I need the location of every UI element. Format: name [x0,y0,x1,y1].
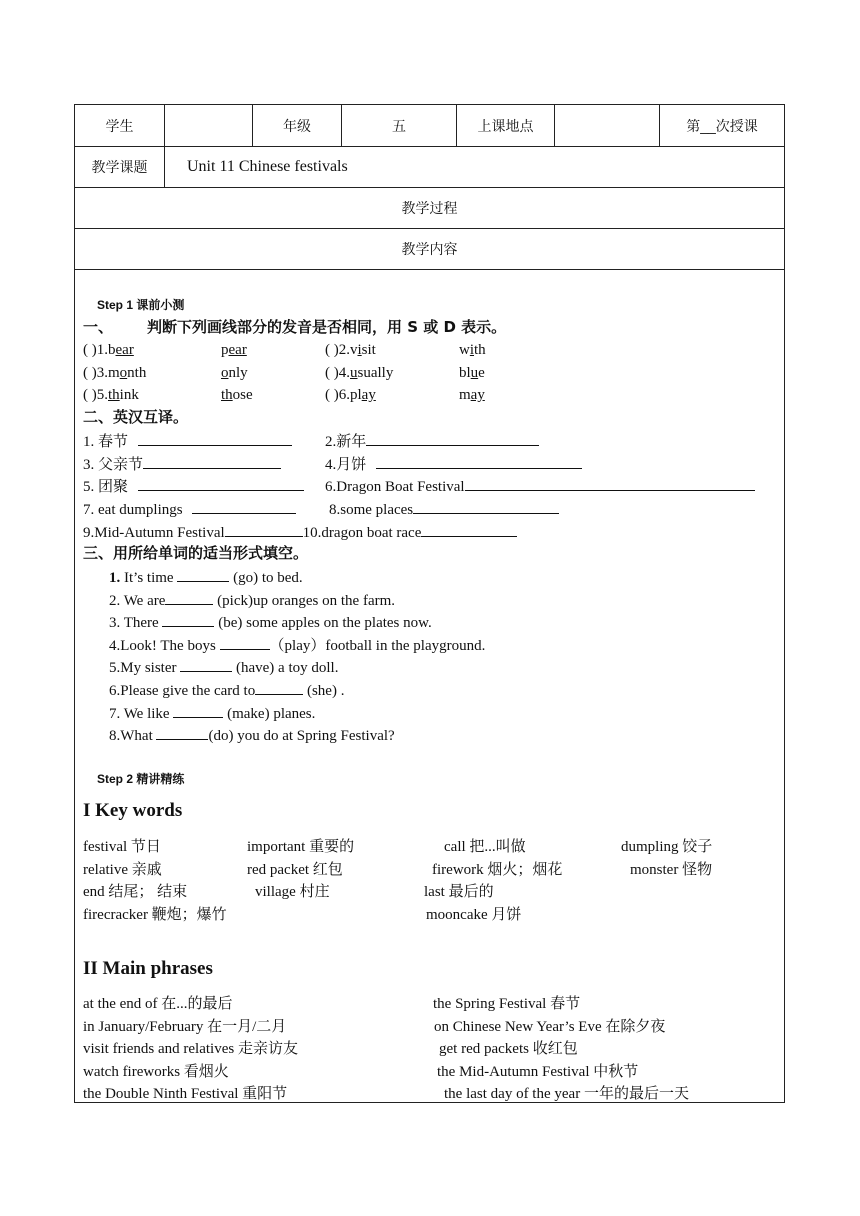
word-one [108,365,146,381]
item-paren[interactable]: ( )6. [325,387,350,403]
item-text-after: (make) planes. [223,705,316,722]
item-text-after: （play）football in the playground. [269,637,486,654]
word-part: sit [361,342,376,358]
pronunciation-compare-word [221,364,248,382]
underlined-part: i [357,342,362,358]
word-part: th [474,342,486,358]
pronunciation-compare-word [221,386,253,404]
pronunciation-item [83,341,134,359]
part2-item-5: 5. 团聚 [83,476,304,496]
word-part: pl [350,387,362,403]
key-word: village 村庄 [255,884,330,901]
location-value[interactable] [555,105,660,146]
item-text-after: (go) to bed. [229,570,303,586]
topic-label: 教学课题 [75,147,165,187]
fill-blank-item [109,590,395,610]
pronunciation-item [325,341,376,359]
item-number: 7. [109,705,121,722]
key-word: firecracker 鞭炮；爆竹 [83,907,227,924]
phrase: the Mid-Autumn Festival 中秋节 [437,1063,639,1080]
phrase: get red packets 收红包 [439,1041,578,1058]
underlined-part: u [350,365,358,381]
underlined-part: i [469,342,475,358]
key-word: relative 亲戚 [83,861,162,878]
header-row [75,105,784,147]
word-part: sually [357,365,394,381]
word-one [350,387,376,403]
pronunciation-item [325,364,393,382]
key-word: festival 节日 [83,839,161,855]
item-text-before: My sister [120,660,181,677]
phrase: watch fireworks 看烟火 [83,1063,229,1080]
item-paren[interactable]: ( )4. [325,365,350,381]
item-number: 1. [109,570,121,586]
pronunciation-item [325,386,376,404]
item-text-after: (have) a toy doll. [232,660,339,677]
fill-blank-item [109,612,432,632]
student-label: 学生 [75,105,165,146]
word-part: nly [228,365,248,381]
word-part: nth [127,365,147,381]
process-row [75,188,784,229]
pronunciation-compare-word [459,364,485,382]
answer-blank[interactable] [220,635,270,650]
underlined-part: o [221,365,229,381]
pronunciation-item [83,386,139,404]
part2-item-8: 8.some places [329,499,559,519]
process-label: 教学过程 [401,200,458,216]
answer-blank[interactable] [156,725,208,740]
word-part: b [108,342,116,358]
answer-blank[interactable] [162,612,214,627]
underlined-part: ear [228,342,247,358]
answer-blank[interactable] [165,590,213,605]
phrase: in January/February 在一月/二月 [83,1018,287,1035]
phrases-heading: II Main phrases [83,958,213,979]
word-one [108,342,134,358]
word-part: ose [232,387,253,403]
word-one [350,365,393,381]
answer-blank[interactable] [177,567,229,582]
location-label: 上课地点 [457,105,555,146]
key-word: mooncake 月饼 [426,907,522,924]
item-paren[interactable]: ( )2. [325,342,350,358]
key-word: last 最后的 [424,884,494,901]
answer-blank[interactable] [255,680,303,695]
word-part: bl [459,365,471,381]
item-number: 8. [109,728,121,745]
part2-item-6: 6.Dragon Boat Festival [325,476,755,496]
phrase: at the end of 在...的最后 [83,996,233,1012]
underlined-part: ear [115,342,134,358]
fill-blank-item [109,703,315,723]
grade-label: 年级 [253,105,342,146]
word-part: ink [119,387,139,403]
answer-blank[interactable] [173,703,223,718]
item-paren[interactable]: ( )3. [83,365,108,381]
fill-blank-item [109,567,303,587]
item-text-before: Please give the card to [120,683,256,699]
item-text-before: It’s time [120,570,178,586]
underlined-part: ay [470,387,485,403]
key-word: red packet 红包 [247,861,343,878]
item-text-before: What [120,728,157,745]
part2-item-9: 9.Mid-Autumn Festival 10.dragon boat race [83,522,517,542]
key-word: important 重要的 [247,839,355,855]
pronunciation-item [83,364,146,382]
answer-blank[interactable] [180,657,232,672]
fill-blank-item [109,657,338,677]
fill-blank-item [109,680,344,700]
part1-heading: 一、 判断下列画线部分的发音是否相同，用 S 或 D 表示。 [83,318,507,336]
topic-row [75,147,784,188]
step1-title: Step 1 课前小测 [97,298,185,312]
word-part: e [478,365,485,381]
key-word: dumpling 饺子 [621,839,713,855]
underlined-part: u [470,365,479,381]
underlined-part: ay [361,387,376,403]
key-word: end 结尾； 结束 [83,884,188,901]
word-part: p [221,342,229,358]
phrase: the Spring Festival 春节 [433,996,581,1012]
part3-heading: 三、用所给单词的适当形式填空。 [83,544,309,562]
underlined-part: o [119,365,128,381]
part2-item-2: 2.新年 [325,431,539,451]
part2-item-4: 4.月饼 [325,454,582,474]
item-text-before: We are [120,592,166,609]
item-text-before: Look! The boys [120,637,220,654]
item-text-after: (she) . [303,683,345,699]
part2-item-7: 7. eat dumplings [83,499,296,519]
item-paren[interactable]: ( )5. [83,387,108,403]
content-label: 教学内容 [401,241,458,257]
item-number: 4. [109,637,121,654]
item-paren[interactable]: ( )1. [83,342,108,358]
word-part: v [350,342,358,358]
pronunciation-compare-word [221,341,247,359]
item-text-before: We like [120,705,174,722]
content-row [75,229,784,270]
phrase: the last day of the year 一年的最后一天 [444,1086,689,1103]
item-number: 2. [109,592,121,609]
item-number: 6. [109,683,121,699]
part2-item-1: 1. 春节 [83,431,292,451]
word-one [108,387,139,403]
lesson-plan-table [74,104,785,1103]
underlined-part: th [108,387,120,403]
item-number: 3. [109,615,121,632]
phrase: visit friends and relatives 走亲访友 [83,1041,298,1058]
key-word: call 把...叫做 [444,839,526,855]
item-text-before: There [120,615,163,632]
word-part: m [108,365,120,381]
student-value[interactable] [165,105,253,146]
word-one [350,342,376,358]
step2-title: Step 2 精讲精练 [97,772,185,786]
topic-value: Unit 11 Chinese festivals [187,158,348,175]
word-part: w [459,342,470,358]
item-text-after: (be) some apples on the plates now. [214,615,432,632]
phrase: the Double Ninth Festival 重阳节 [83,1086,288,1103]
pronunciation-compare-word [459,341,486,359]
fill-blank-item [109,725,395,745]
word-part: m [459,387,471,403]
pronunciation-compare-word [459,386,485,404]
fill-blank-item [109,635,485,655]
item-text-after: (do) you do at Spring Festival? [208,728,395,745]
grade-value: 五 [342,105,457,146]
item-text-after: (pick)up oranges on the farm. [213,592,396,609]
key-word: monster 怪物 [630,861,713,878]
phrase: on Chinese New Year’s Eve 在除夕夜 [434,1018,666,1035]
lesson-count: 第__次授课 [686,117,758,134]
item-number: 5. [109,660,121,677]
key-words-heading: I Key words [83,800,183,821]
part2-heading: 二、英汉互译。 [83,408,189,426]
part2-item-3: 3. 父亲节 [83,454,281,474]
key-word: firework 烟火；烟花 [432,861,563,878]
underlined-part: th [221,387,233,403]
